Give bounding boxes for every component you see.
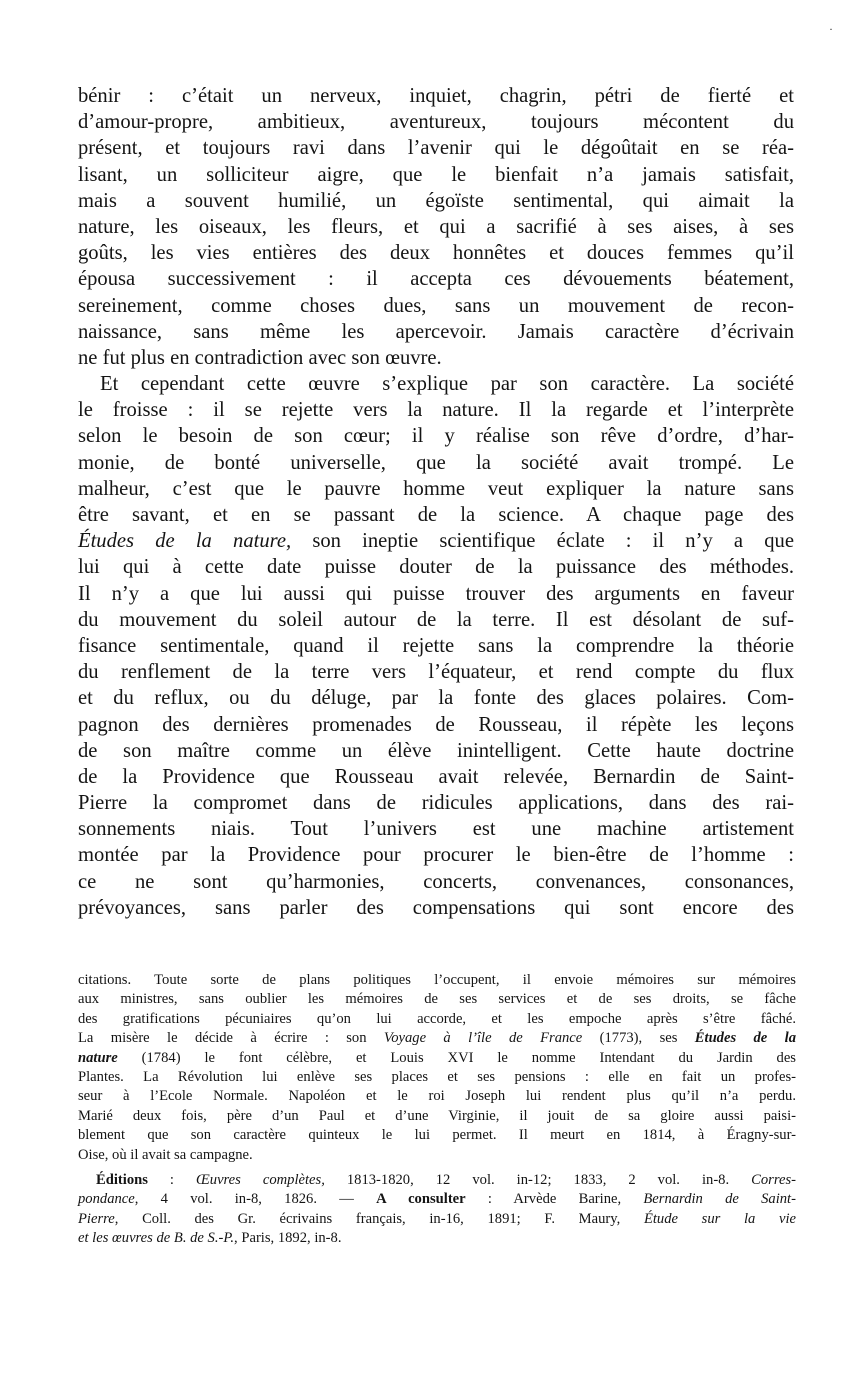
note-line <box>78 1029 796 1048</box>
text-line: ce ne sont qu’harmonies, concerts, convenances, consonances, <box>78 870 794 893</box>
text-line: lisant, un solliciteur aigre, que le bienfait n’a jamais satisfait, <box>78 163 794 186</box>
book-title: Œuvres complètes, <box>196 1171 325 1188</box>
text-line: mais a souvent humilié, un égoïste sentimental, qui aimait la <box>78 189 794 212</box>
book-title: Études de la nature, <box>78 530 292 553</box>
note-line <box>78 1049 796 1068</box>
text-line: bénir : c’était un nerveux, inquiet, chagrin, pétri de fierté et <box>78 85 794 107</box>
note-line: seur à l’Ecole Normale. Napoléon et le roi Joseph lui rendent plus qu’il n’a perdu. <box>78 1088 796 1105</box>
text-line: ne fut plus en contradiction avec son œuvre. <box>78 346 442 369</box>
text-line: Pierre la compromet dans de ridicules applications, dans des rai- <box>78 792 794 815</box>
note-line: aux ministres, sans oublier les mémoires de ses services et de ses droits, se fâche <box>78 991 796 1008</box>
text-fragment: : Arvède Barine, <box>465 1191 644 1208</box>
book-title: Corres- <box>751 1171 797 1188</box>
text-line: Et cependant cette œuvre s’explique par son caractère. La société <box>100 373 794 396</box>
text-line: d’amour-propre, ambitieux, aventureux, toujours mécontent du <box>78 111 794 134</box>
text-fragment: son ineptie scientifique éclate : il n’y a que <box>291 530 794 553</box>
note-line: Plantes. La Révolution lui enlève ses places et ses pensions : elle en fait un profes- <box>78 1068 796 1085</box>
note-line <box>78 1210 796 1229</box>
text-fragment: (1784) le font célèbre, et Louis XVI le nomme Intendant du Jardin des <box>117 1049 796 1066</box>
text-fragment: : <box>147 1171 196 1188</box>
note-line: Oise, où il avait sa campagne. <box>78 1146 253 1163</box>
main-text <box>78 83 794 921</box>
book-title: Études de la <box>694 1030 797 1047</box>
book-title: Pierre <box>78 1210 115 1227</box>
book-title: Bernardin de Saint- <box>643 1191 796 1208</box>
text-line: pagnon des dernières promenades de Rousseau, il répète les leçons <box>78 713 794 736</box>
note-line <box>78 1171 796 1190</box>
text-line: nature, les oiseaux, les fleurs, et qui a sacrifié à ses aises, à ses <box>78 215 794 238</box>
corner-mark: · <box>829 22 833 36</box>
note-line <box>78 1190 796 1209</box>
text-line: naissance, sans même les apercevoir. Jamais caractère d’écrivain <box>78 320 794 343</box>
text-line: montée par la Providence pour procurer le bien-être de l’homme : <box>78 844 794 867</box>
text-line: épousa successivement : il accepta ces dévouements béatement, <box>78 268 794 291</box>
text-fragment: , 4 vol. in-8, 1826. — <box>134 1191 377 1208</box>
text-line: goûts, les vies entières des deux honnêtes et douces femmes qu’il <box>78 242 794 265</box>
editions-label: Éditions <box>96 1171 148 1188</box>
editions-section <box>78 1171 796 1249</box>
text-line: du renflement de la terre vers l’équateur, et rend compte du flux <box>78 661 794 684</box>
text-line: monie, de bonté universelle, que la société avait trompé. Le <box>78 451 794 474</box>
text-line: sereinement, comme choses dues, sans un mouvement de recon- <box>78 294 794 317</box>
text-line: malheur, c’est que le pauvre homme veut expliquer la nature sans <box>78 477 794 500</box>
text-line: du mouvement du soleil autour de la terre. Il est désolant de suf- <box>78 608 794 631</box>
text-line: sonnements niais. Tout l’univers est une machine artistement <box>78 818 794 841</box>
text-line: de son maître comme un élève inintelligent. Cette haute doctrine <box>78 739 794 762</box>
note-line: citations. Toute sorte de plans politiques l’occupent, il envoie mémoires sur mémoires <box>78 972 796 988</box>
text-line: prévoyances, sans parler des compensations qui sont encore des <box>78 896 794 919</box>
text-line: de la Providence que Rousseau avait relevée, Bernardin de Saint- <box>78 765 794 788</box>
text-line: selon le besoin de son cœur; il y réalise son rêve d’ordre, d’har- <box>78 425 794 448</box>
note-line <box>78 1229 796 1248</box>
text-fragment: , Paris, 1892, in-8. <box>234 1230 342 1247</box>
text-line <box>78 528 794 554</box>
note-line: Marié deux fois, père d’un Paul et d’une Virginie, il jouit de sa gloire aussi paisi- <box>78 1107 796 1124</box>
book-title: Étude sur la vie <box>643 1210 796 1227</box>
book-title: et les œuvres de B. de S.-P. <box>78 1230 235 1247</box>
text-line: fisance sentimentale, quand il rejette sans la comprendre la théorie <box>78 634 794 657</box>
note-line: blement que son caractère quinteux le lui permet. Il meurt en 1814, à Éragny-sur- <box>78 1127 796 1144</box>
note-line: des gratifications pécuniaires qu’on lui accorde, et les empoche après s’être fâché. <box>78 1010 796 1027</box>
footnote <box>78 971 796 1248</box>
text-line: le froisse : il se rejette vers la nature. Il la regarde et l’interprète <box>78 399 794 422</box>
text-line: et du reflux, ou du déluge, par la fonte des glaces polaires. Com- <box>78 687 794 710</box>
text-line: être savant, et en se passant de la science. A chaque page des <box>78 504 794 526</box>
text-fragment: 1813-1820, 12 vol. in-12; 1833, 2 vol. in-8. <box>324 1171 752 1188</box>
text-line: lui qui à cette date puisse douter de la puissance des méthodes. <box>78 556 794 579</box>
book-title: nature <box>78 1049 118 1066</box>
text-line: présent, et toujours ravi dans l’avenir qui le dégoûtait en se réa- <box>78 137 794 160</box>
text-fragment: La misère le décide à écrire : son <box>78 1030 384 1047</box>
text-fragment: (1773), ses <box>582 1030 695 1047</box>
book-title: pondance <box>78 1191 135 1208</box>
book-title: Voyage à l’île de France <box>383 1030 583 1047</box>
text-line: Il n’y a que lui aussi qui puisse trouver des arguments en faveur <box>78 582 794 605</box>
text-fragment: , Coll. des Gr. écrivains français, in-16, 1891; F. Maury, <box>114 1210 644 1227</box>
consult-label: A consulter <box>376 1191 466 1208</box>
